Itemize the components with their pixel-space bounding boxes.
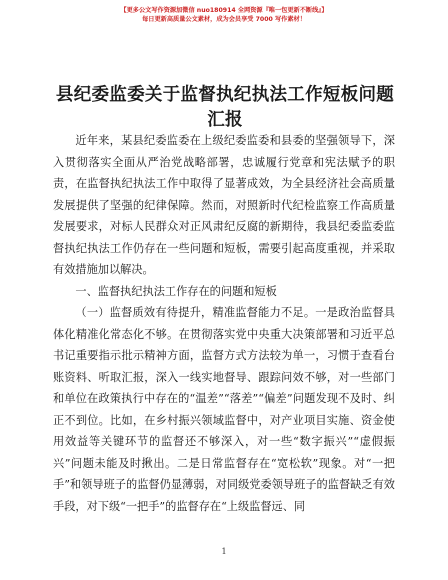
header-banner	[0, 6, 448, 24]
document-title: 县纪委监委关于监督执纪执法工作短板问题汇报	[55, 85, 395, 130]
body-paragraph: （一）监督质效有待提升，精准监督能力不足。一是政治监督具体化精准化常态化不够。在贯彻落实党中央重大决策部署和习近平总书记重要指示批示精神方面，监督方式方法较为单一，习惯于查看台账资料、听取汇报，深入一线实地督导、跟踪问效不够，对一些部门和单位在政策执行中存在的“温差”“落差”“偏差”问题发现不及时、纠正不到位。比如，在乡村振兴领域监督中，对产业项目实施、资金使用效益等关键环节的监督还不够深入，对一些“数字振兴”“虚假振兴”问题未能及时揪出。二是日常监督存在“宽松软”现象。对“一把手”和领导班子的监督仍显薄弱，对同级党委领导班子的监督缺乏有效手段，对下级“一把手”的监督存在“上级监督远、同	[53, 306, 395, 513]
intro-paragraph: 近年来，某县纪委监委在上级纪委监委和县委的坚强领导下，深入贯彻落实全面从严治党战略部署，忠诚履行党章和宪法赋予的职责，在监督执纪执法工作中取得了显著成效，为全县经济社会高质量发展提供了坚强的纪律保障。然而，对照新时代纪检监察工作高质量发展要求，对标人民群众对正风肃纪反腐的新期待，我县纪委监委监督执纪执法工作仍存在一些问题和短板，需要引起高度重视，并采取有效措施加以解决。	[53, 134, 395, 276]
page-number: 1	[221, 547, 227, 556]
banner-line-2: 每日更新高质量公文素材，成为会员享受 7000 写作素材！	[142, 16, 306, 23]
document-body	[53, 130, 395, 517]
banner-line-1: 【更多公文写作资源加微信 nuo180914 全网资源『唯一包更新不断线』】	[120, 7, 328, 14]
section-heading: 一、监督执纪执法工作存在的问题和短板	[75, 284, 277, 298]
